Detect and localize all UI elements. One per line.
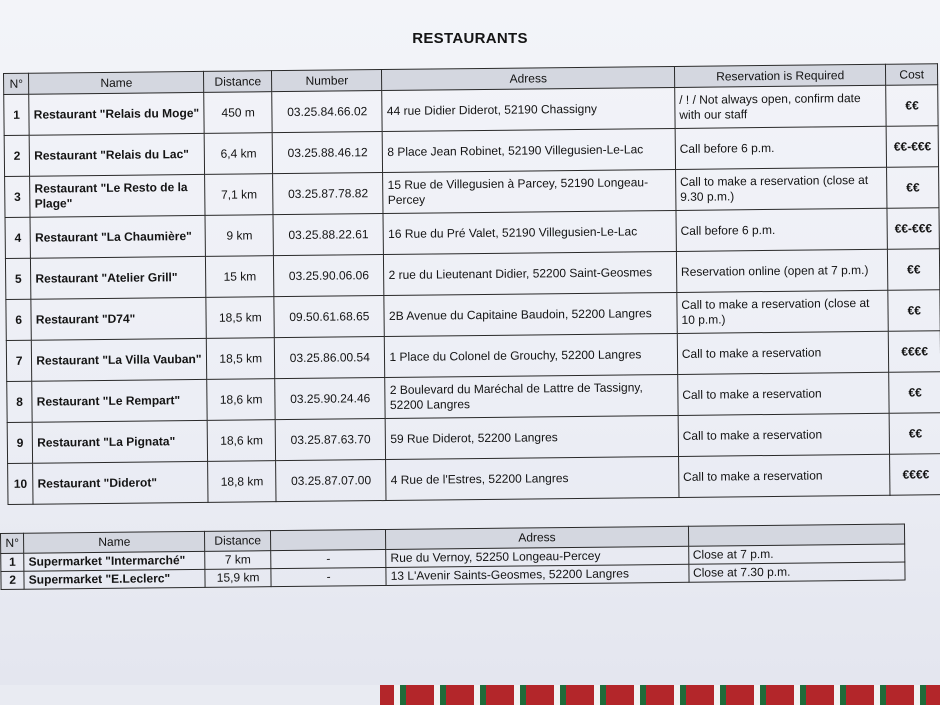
phone-number: - xyxy=(271,549,386,568)
phone-number: 03.25.84.66.02 xyxy=(272,91,383,133)
address-cell: Rue du Vernoy, 52250 Longeau-Percey xyxy=(386,546,689,567)
distance-cell: 7,1 km xyxy=(205,174,273,216)
header-distance: Distance xyxy=(205,531,271,552)
reservation-cell: Call to make a reservation (close at 9.30 p.m.) xyxy=(675,167,887,210)
table-row xyxy=(8,454,940,505)
address-cell: 2B Avenue du Capitaine Baudoin, 52200 Langres xyxy=(384,292,677,336)
row-number: 7 xyxy=(6,340,32,381)
address-cell: 2 rue du Lieutenant Didier, 52200 Saint-Geosmes xyxy=(384,251,677,295)
supermarket-name: Supermarket "E.Leclerc" xyxy=(24,569,205,589)
cost-cell: €€ xyxy=(888,290,940,332)
reservation-cell: Call to make a reservation xyxy=(678,454,890,497)
phone-number: 03.25.87.07.00 xyxy=(276,460,387,502)
distance-cell: 7 km xyxy=(205,551,271,570)
cost-cell: €€-€€€ xyxy=(886,126,938,168)
row-number: 4 xyxy=(5,217,31,258)
phone-number: 09.50.61.68.65 xyxy=(274,296,385,338)
distance-cell: 9 km xyxy=(205,215,273,257)
cost-cell: €€ xyxy=(888,249,940,291)
address-cell: 2 Boulevard du Maréchal de Lattre de Tassigny, 52200 Langres xyxy=(385,374,678,418)
supermarket-name: Supermarket "Intermarché" xyxy=(24,551,205,571)
row-number: 2 xyxy=(1,571,24,589)
tablecloth-edge xyxy=(380,685,940,705)
header-number xyxy=(270,529,385,550)
row-number: 1 xyxy=(4,94,30,135)
reservation-cell: Call to make a reservation xyxy=(677,331,889,374)
phone-number: 03.25.88.46.12 xyxy=(272,132,383,174)
row-number: 10 xyxy=(8,463,34,504)
restaurant-name: Restaurant "Relais du Moge" xyxy=(29,92,204,135)
header-reservation: Reservation is Required xyxy=(674,64,886,87)
address-cell: 4 Rue de l'Estres, 52200 Langres xyxy=(386,456,679,500)
phone-number: 03.25.86.00.54 xyxy=(274,337,385,379)
phone-number: 03.25.87.78.82 xyxy=(273,173,384,215)
restaurant-name: Restaurant "Diderot" xyxy=(33,461,208,504)
phone-number: - xyxy=(271,567,386,586)
distance-cell: 450 m xyxy=(204,92,272,134)
row-number: 9 xyxy=(7,422,33,463)
closing-time-cell: Close at 7 p.m. xyxy=(688,544,905,564)
supermarkets-table xyxy=(0,524,906,590)
cost-cell: €€€€ xyxy=(890,454,940,496)
cost-cell: €€-€€€ xyxy=(887,208,939,250)
header-no: N° xyxy=(1,533,24,553)
distance-cell: 18,5 km xyxy=(206,297,274,339)
phone-number: 03.25.87.63.70 xyxy=(275,419,386,461)
restaurants-table xyxy=(3,63,940,505)
cost-cell: €€ xyxy=(886,85,938,127)
row-number: 1 xyxy=(1,553,24,571)
distance-cell: 18,5 km xyxy=(207,338,275,380)
reservation-cell: Call before 6 p.m. xyxy=(676,208,888,251)
reservation-cell: Call to make a reservation xyxy=(678,413,890,456)
restaurant-name: Restaurant "La Chaumière" xyxy=(30,215,205,258)
header-no: N° xyxy=(4,73,30,94)
distance-cell: 18,8 km xyxy=(208,461,276,503)
phone-number: 03.25.90.06.06 xyxy=(274,255,385,297)
header-hours xyxy=(688,524,905,546)
header-cost: Cost xyxy=(886,64,938,86)
reservation-cell: Call before 6 p.m. xyxy=(675,126,887,169)
row-number: 2 xyxy=(4,135,30,176)
reservation-cell: / ! / Not always open, confirm date with our staff xyxy=(675,85,887,128)
closing-time-cell: Close at 7.30 p.m. xyxy=(688,562,905,582)
row-number: 5 xyxy=(5,258,31,299)
page-title: RESTAURANTS xyxy=(412,30,528,47)
address-cell: 16 Rue du Pré Valet, 52190 Villegusien-Le-Lac xyxy=(383,210,676,254)
address-cell: 1 Place du Colonel de Grouchy, 52200 Langres xyxy=(385,333,678,377)
header-name: Name xyxy=(29,71,204,94)
cost-cell: €€ xyxy=(887,167,939,209)
restaurant-name: Restaurant "Atelier Grill" xyxy=(31,256,206,299)
distance-cell: 6,4 km xyxy=(204,133,272,175)
cost-cell: €€€€ xyxy=(889,331,940,373)
address-cell: 44 rue Didier Diderot, 52190 Chassigny xyxy=(382,87,675,131)
restaurant-name: Restaurant "Le Rempart" xyxy=(32,379,207,422)
restaurant-name: Restaurant "La Pignata" xyxy=(32,420,207,463)
reservation-cell: Reservation online (open at 7 p.m.) xyxy=(676,249,888,292)
header-number: Number xyxy=(272,70,383,92)
header-name: Name xyxy=(24,531,205,553)
address-cell: 15 Rue de Villegusien à Parcey, 52190 Longeau-Percey xyxy=(383,169,676,213)
row-number: 3 xyxy=(5,176,31,217)
address-cell: 13 L'Avenir Saints-Geosmes, 52200 Langres xyxy=(386,564,689,585)
distance-cell: 15,9 km xyxy=(205,569,271,588)
phone-number: 03.25.88.22.61 xyxy=(273,214,384,256)
row-number: 6 xyxy=(6,299,32,340)
cost-cell: €€ xyxy=(889,413,940,455)
restaurant-name: Restaurant "Relais du Lac" xyxy=(29,133,204,176)
header-adress: Adress xyxy=(386,526,689,549)
phone-number: 03.25.90.24.46 xyxy=(275,378,386,420)
distance-cell: 18,6 km xyxy=(207,420,275,462)
row-number: 8 xyxy=(7,381,33,422)
cost-cell: €€ xyxy=(889,372,940,414)
distance-cell: 15 km xyxy=(206,256,274,298)
restaurant-name: Restaurant "D74" xyxy=(31,297,206,340)
distance-cell: 18,6 km xyxy=(207,379,275,421)
address-cell: 8 Place Jean Robinet, 52190 Villegusien-Le-Lac xyxy=(383,128,676,172)
reservation-cell: Call to make a reservation (close at 10 p.m.) xyxy=(677,290,889,333)
restaurant-name: Restaurant "La Villa Vauban" xyxy=(32,338,207,381)
reservation-cell: Call to make a reservation xyxy=(678,372,890,415)
header-adress: Adress xyxy=(382,66,675,90)
address-cell: 59 Rue Diderot, 52200 Langres xyxy=(386,415,679,459)
header-distance: Distance xyxy=(204,71,272,93)
restaurant-name: Restaurant "Le Resto de la Plage" xyxy=(30,174,205,217)
